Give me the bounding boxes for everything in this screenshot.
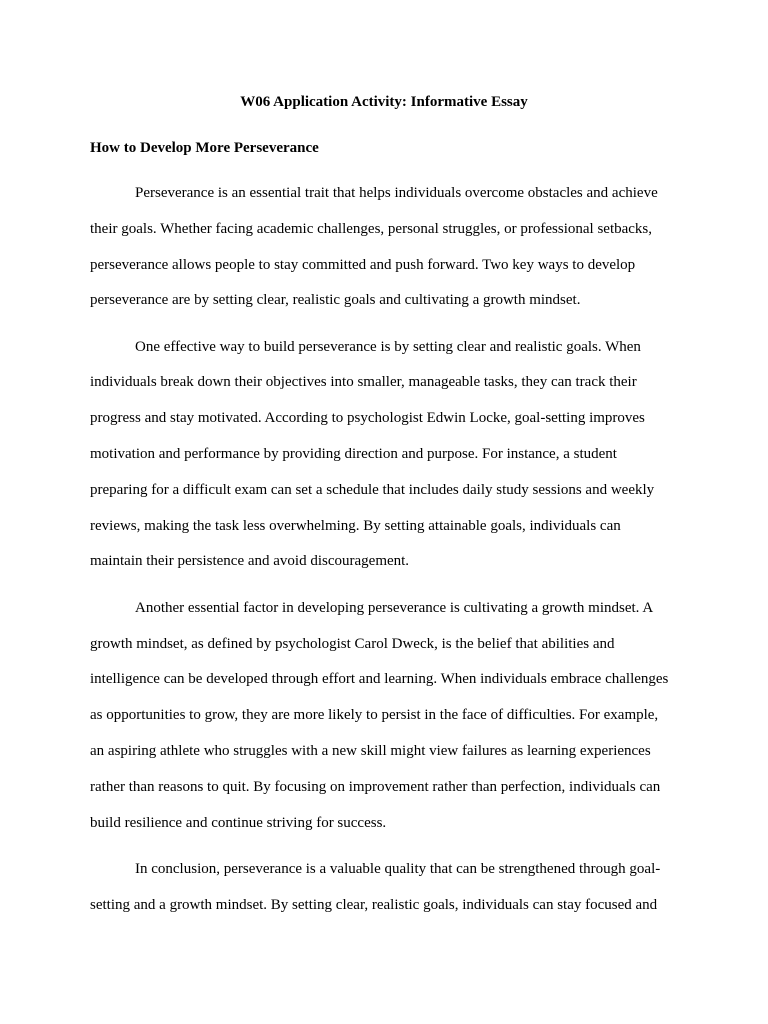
paragraph-line: One effective way to build perseverance is by setting clear and realistic goals. When [135,338,641,355]
paragraph-line: perseverance allows people to stay committed and push forward. Two key ways to develop [90,256,636,273]
paragraph-line: rather than reasons to quit. By focusing on improvement rather than perfection, individuals can [90,778,661,795]
paragraph-line: motivation and performance by providing direction and purpose. For instance, a student [90,446,617,463]
paragraph-line: Another essential factor in developing perseverance is cultivating a growth mindset. A [135,599,654,616]
paragraph-line: Perseverance is an essential trait that helps individuals overcome obstacles and achieve [135,185,658,201]
paragraph-line: as opportunities to grow, they are more likely to persist in the face of difficulties. For example, [90,707,659,724]
paragraph-line: preparing for a difficult exam can set a schedule that includes daily study sessions and weekly [90,481,655,498]
essay-heading: How to Develop More Perseverance [90,140,319,156]
paragraph-line: setting and a growth mindset. By setting clear, realistic goals, individuals can stay focused and [90,896,658,913]
paragraph-line: their goals. Whether facing academic challenges, personal struggles, or professional setbacks, [90,220,653,237]
paragraph-3 [90,591,680,842]
paragraph-line: intelligence can be developed through effort and learning. When individuals embrace challenges [90,671,669,688]
paragraph-line: progress and stay motivated. According to psychologist Edwin Locke, goal-setting improves [90,410,645,427]
paragraph-4 [90,852,680,924]
paragraph-2 [90,330,680,581]
paragraph-line: perseverance are by setting clear, realistic goals and cultivating a growth mindset. [90,292,581,309]
paragraph-line: individuals break down their objectives into smaller, manageable tasks, they can track their [90,374,637,391]
paragraph-1 [90,176,680,319]
document-title: W06 Application Activity: Informative Essay [240,94,528,110]
paragraph-line: build resilience and continue striving for success. [90,814,387,831]
paragraph-line: reviews, making the task less overwhelming. By setting attainable goals, individuals can [90,517,621,534]
paragraph-line: maintain their persistence and avoid discouragement. [90,553,410,570]
paragraph-line: In conclusion, perseverance is a valuable quality that can be strengthened through goal- [135,860,661,877]
essay-body [90,176,680,934]
paragraph-line: growth mindset, as defined by psychologist Carol Dweck, is the belief that abilities and [90,635,615,652]
paragraph-line: an aspiring athlete who struggles with a new skill might view failures as learning experiences [90,742,651,759]
